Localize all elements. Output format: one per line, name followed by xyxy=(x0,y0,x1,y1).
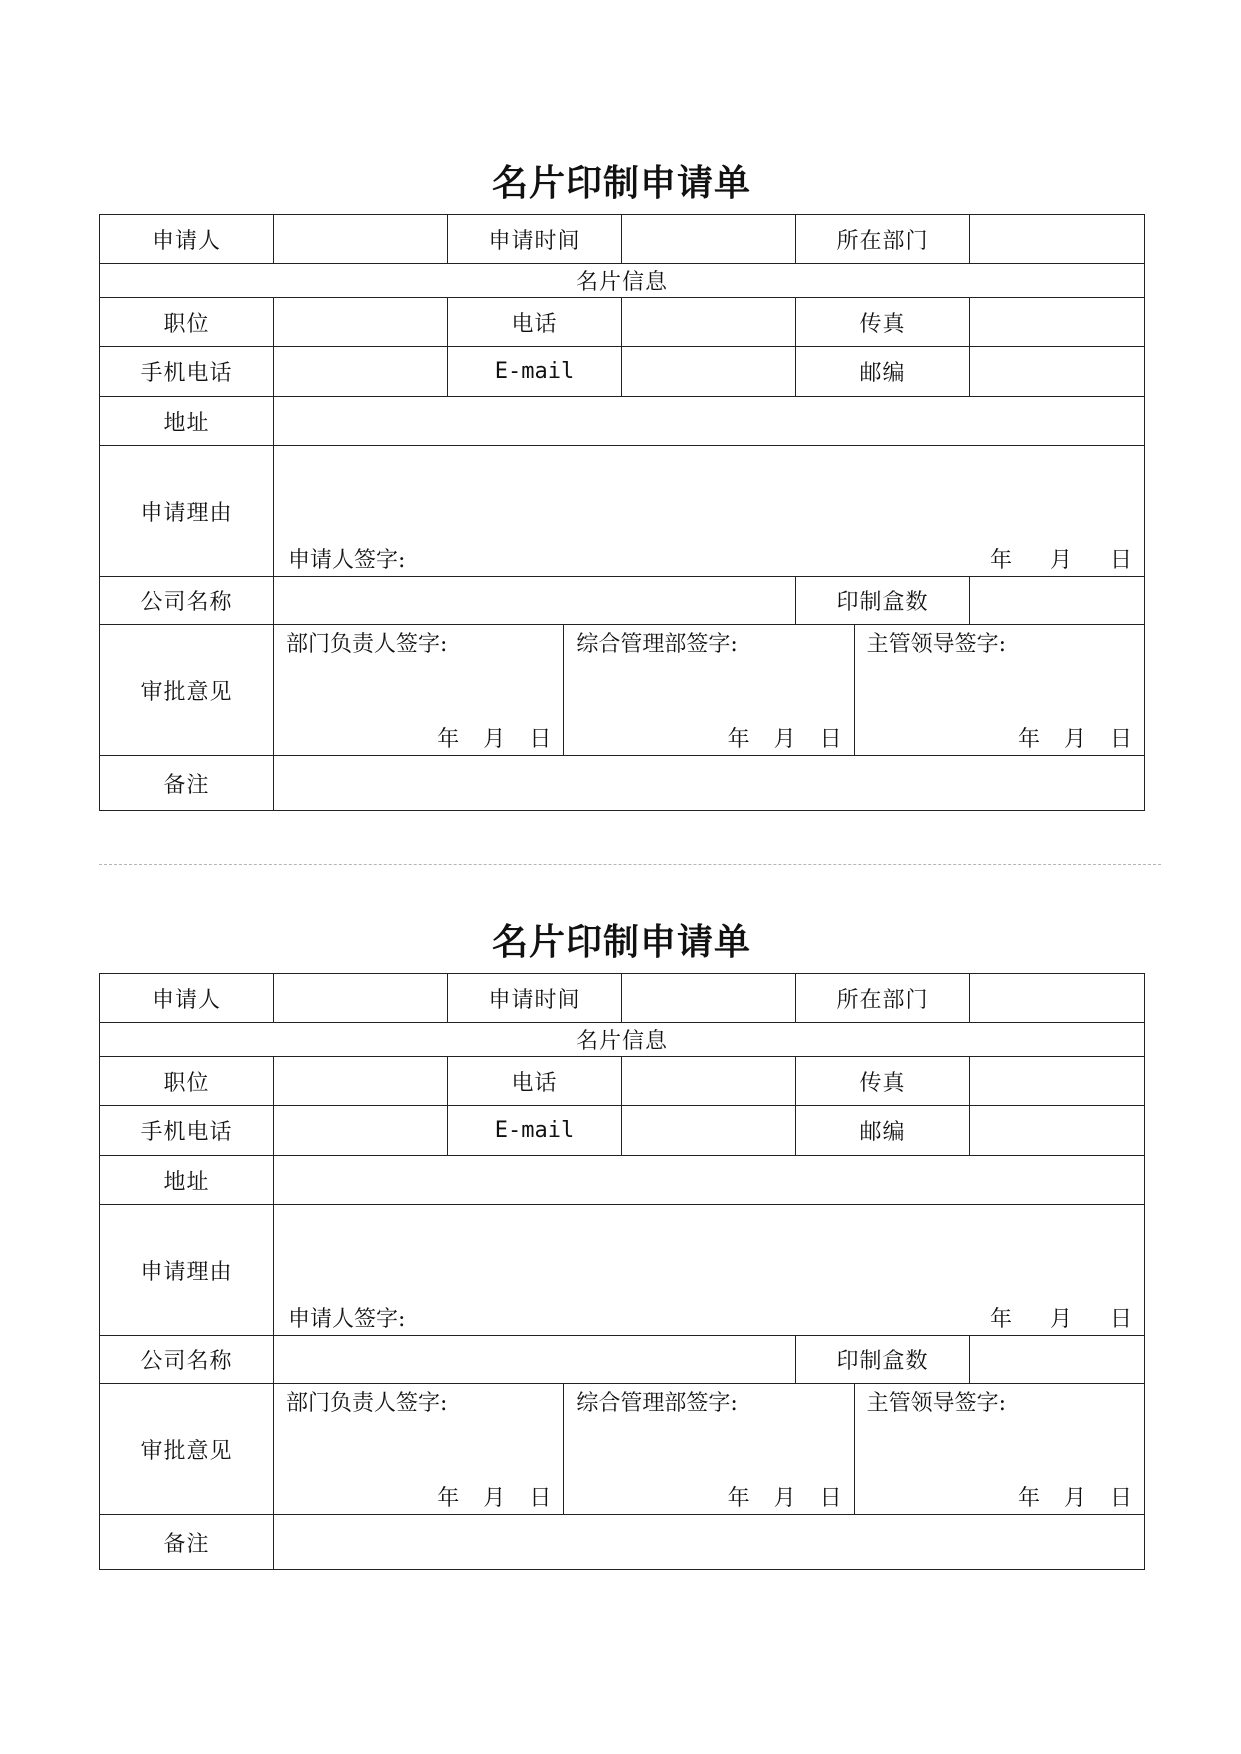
application-table xyxy=(99,973,1145,1570)
reason-field[interactable] xyxy=(274,1205,1145,1336)
admin-dept-approval[interactable] xyxy=(563,1384,853,1514)
company-field[interactable] xyxy=(274,1336,796,1384)
position-label: 职位 xyxy=(100,1057,274,1106)
email-label: E-mail xyxy=(448,1106,622,1156)
card-info-header: 名片信息 xyxy=(100,1023,1145,1057)
fax-label: 传真 xyxy=(796,1057,970,1106)
dept-head-date xyxy=(437,1481,551,1512)
address-label: 地址 xyxy=(100,397,274,446)
date-year: 年 xyxy=(437,727,460,752)
mobile-label: 手机电话 xyxy=(100,347,274,397)
admin-dept-date xyxy=(728,1481,842,1512)
mobile-field[interactable] xyxy=(274,1106,448,1156)
supervisor-sign-label: 主管领导签字: xyxy=(866,632,1007,657)
remarks-field[interactable] xyxy=(274,1515,1145,1570)
email-label: E-mail xyxy=(448,347,622,397)
supervisor-approval[interactable] xyxy=(854,625,1144,755)
supervisor-date xyxy=(1018,722,1132,753)
apply-time-label: 申请时间 xyxy=(448,974,622,1023)
date-year: 年 xyxy=(437,1486,460,1511)
phone-label: 电话 xyxy=(448,298,622,347)
approval-label: 审批意见 xyxy=(100,1384,274,1515)
date-year: 年 xyxy=(727,1486,750,1511)
form-title: 名片印制申请单 xyxy=(491,163,751,204)
applicant-label: 申请人 xyxy=(100,215,274,264)
department-field[interactable] xyxy=(970,974,1145,1023)
dept-head-date xyxy=(437,722,551,753)
position-label: 职位 xyxy=(100,298,274,347)
applicant-field[interactable] xyxy=(274,974,448,1023)
date-year: 年 xyxy=(989,1307,1012,1332)
boxes-label: 印制盒数 xyxy=(796,577,970,625)
supervisor-approval[interactable] xyxy=(854,1384,1144,1514)
date-month: 月 xyxy=(773,727,796,752)
admin-dept-sign-label: 综合管理部签字: xyxy=(576,1391,738,1416)
dept-head-approval[interactable] xyxy=(274,625,563,755)
zip-label: 邮编 xyxy=(796,347,970,397)
boxes-field[interactable] xyxy=(970,1336,1145,1384)
apply-time-field[interactable] xyxy=(622,215,796,264)
remarks-label: 备注 xyxy=(100,756,274,811)
date-year: 年 xyxy=(989,548,1012,573)
date-day: 日 xyxy=(1109,1486,1132,1511)
zip-field[interactable] xyxy=(970,347,1145,397)
date-month: 月 xyxy=(483,727,506,752)
cut-line-divider xyxy=(99,864,1161,865)
supervisor-date xyxy=(1018,1481,1132,1512)
address-label: 地址 xyxy=(100,1156,274,1205)
date-day: 日 xyxy=(1109,548,1132,573)
date-month: 月 xyxy=(773,1486,796,1511)
applicant-field[interactable] xyxy=(274,215,448,264)
apply-time-field[interactable] xyxy=(622,974,796,1023)
card-info-header: 名片信息 xyxy=(100,264,1145,298)
date-day: 日 xyxy=(529,727,552,752)
phone-field[interactable] xyxy=(622,298,796,347)
applicant-label: 申请人 xyxy=(100,974,274,1023)
zip-label: 邮编 xyxy=(796,1106,970,1156)
email-field[interactable] xyxy=(622,347,796,397)
applicant-sign-date xyxy=(990,543,1132,574)
zip-field[interactable] xyxy=(970,1106,1145,1156)
phone-label: 电话 xyxy=(448,1057,622,1106)
mobile-field[interactable] xyxy=(274,347,448,397)
date-month: 月 xyxy=(1063,727,1086,752)
applicant-sign-label: 申请人签字: xyxy=(288,1307,406,1332)
date-year: 年 xyxy=(1017,727,1040,752)
boxes-label: 印制盒数 xyxy=(796,1336,970,1384)
reason-label: 申请理由 xyxy=(100,1205,274,1336)
address-field[interactable] xyxy=(274,397,1145,446)
approval-area xyxy=(274,1384,1145,1515)
remarks-label: 备注 xyxy=(100,1515,274,1570)
date-month: 月 xyxy=(1063,1486,1086,1511)
apply-time-label: 申请时间 xyxy=(448,215,622,264)
approval-area xyxy=(274,625,1145,756)
date-year: 年 xyxy=(727,727,750,752)
mobile-label: 手机电话 xyxy=(100,1106,274,1156)
approval-label: 审批意见 xyxy=(100,625,274,756)
fax-label: 传真 xyxy=(796,298,970,347)
applicant-sign-date xyxy=(990,1302,1132,1333)
reason-field[interactable] xyxy=(274,446,1145,577)
date-month: 月 xyxy=(1049,1307,1072,1332)
company-label: 公司名称 xyxy=(100,1336,274,1384)
company-field[interactable] xyxy=(274,577,796,625)
fax-field[interactable] xyxy=(970,298,1145,347)
supervisor-sign-label: 主管领导签字: xyxy=(866,1391,1007,1416)
phone-field[interactable] xyxy=(622,1057,796,1106)
application-table xyxy=(99,214,1145,811)
boxes-field[interactable] xyxy=(970,577,1145,625)
address-field[interactable] xyxy=(274,1156,1145,1205)
dept-head-approval[interactable] xyxy=(274,1384,563,1514)
email-field[interactable] xyxy=(622,1106,796,1156)
applicant-sign-label: 申请人签字: xyxy=(288,548,406,573)
date-day: 日 xyxy=(1109,727,1132,752)
admin-dept-sign-label: 综合管理部签字: xyxy=(576,632,738,657)
date-day: 日 xyxy=(529,1486,552,1511)
dept-head-sign-label: 部门负责人签字: xyxy=(286,632,448,657)
form-title: 名片印制申请单 xyxy=(491,922,751,963)
company-label: 公司名称 xyxy=(100,577,274,625)
date-day: 日 xyxy=(819,1486,842,1511)
date-month: 月 xyxy=(483,1486,506,1511)
date-year: 年 xyxy=(1017,1486,1040,1511)
position-field[interactable] xyxy=(274,298,448,347)
department-field[interactable] xyxy=(970,215,1145,264)
admin-dept-date xyxy=(728,722,842,753)
department-label: 所在部门 xyxy=(796,974,970,1023)
department-label: 所在部门 xyxy=(796,215,970,264)
dept-head-sign-label: 部门负责人签字: xyxy=(286,1391,448,1416)
date-day: 日 xyxy=(819,727,842,752)
remarks-field[interactable] xyxy=(274,756,1145,811)
admin-dept-approval[interactable] xyxy=(563,625,853,755)
fax-field[interactable] xyxy=(970,1057,1145,1106)
date-day: 日 xyxy=(1109,1307,1132,1332)
date-month: 月 xyxy=(1049,548,1072,573)
reason-label: 申请理由 xyxy=(100,446,274,577)
position-field[interactable] xyxy=(274,1057,448,1106)
